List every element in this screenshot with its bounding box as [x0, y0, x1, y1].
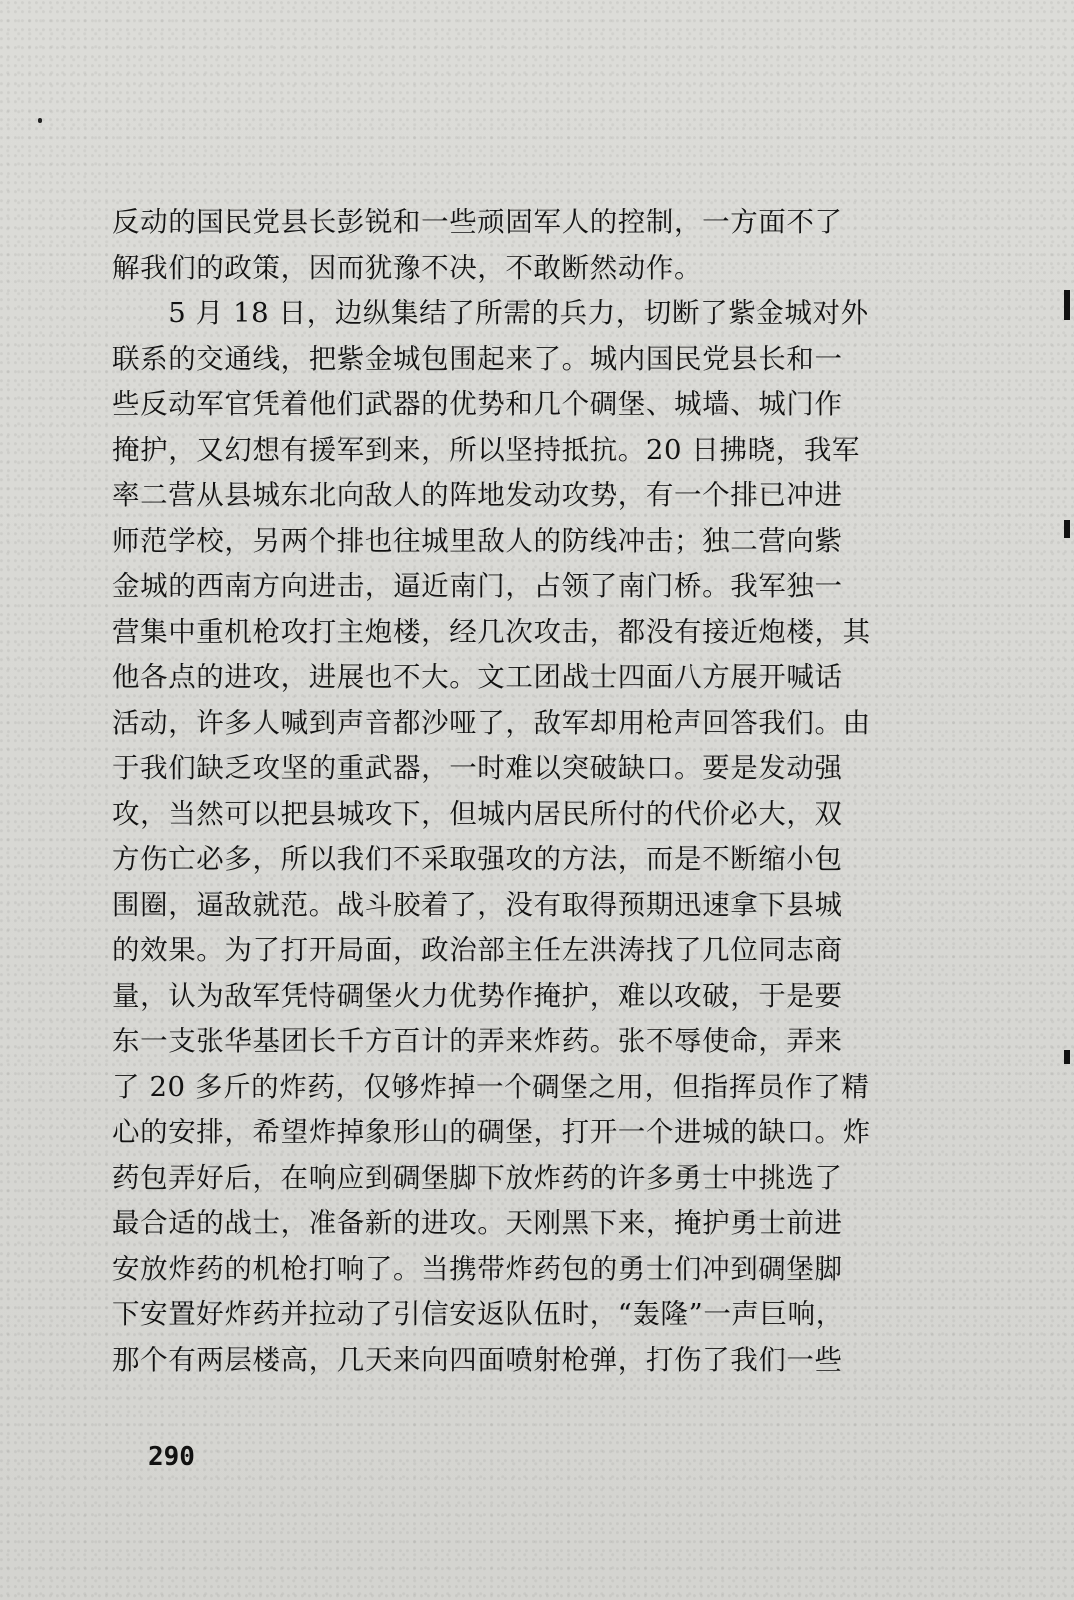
text-line: 金城的西南方向进击，逼近南门，占领了南门桥。我军独一: [112, 570, 843, 602]
edge-mark: [1064, 520, 1070, 538]
text-line: 他各点的进攻，进展也不大。文工团战士四面八方展开喊话: [112, 661, 843, 693]
text-line: 心的安排，希望炸掉象形山的碉堡，打开一个进城的缺口。炸: [112, 1116, 871, 1148]
text-line: 的效果。为了打开局面，政治部主任左洪涛找了几位同志商: [112, 934, 843, 966]
text-line: 量，认为敌军凭恃碉堡火力优势作掩护，难以攻破，于是要: [112, 979, 843, 1012]
body-text: [112, 200, 942, 1383]
text-line: 解我们的政策，因而犹豫不决，不敢断然动作。: [112, 251, 703, 284]
text-line: 些反动军官凭着他们武器的优势和几个碉堡、城墙、城门作: [112, 388, 843, 420]
text-line: 最合适的战士，准备新的进攻。天刚黑下来，掩护勇士前进: [112, 1207, 843, 1239]
text-line: 东一支张华基团长千方百计的弄来炸药。张不辱使命，弄来: [112, 1025, 843, 1057]
text-line: 于我们缺乏攻坚的重武器，一时难以突破缺口。要是发动强: [112, 752, 843, 784]
text-line: 率二营从县城东北向敌人的阵地发动攻势，有一个排已冲进: [112, 479, 843, 511]
text-line: 攻，当然可以把县城攻下，但城内居民所付的代价必大，双: [112, 797, 843, 830]
text-line: 师范学校，另两个排也往城里敌人的防线冲击；独二营向紫: [112, 524, 843, 557]
page-number: 290: [148, 1442, 195, 1472]
text-line: 方伤亡必多，所以我们不采取强攻的方法，而是不断缩小包: [112, 843, 843, 875]
text-line: 掩护，又幻想有援军到来，所以坚持抵抗。20 日拂晓，我军: [112, 433, 861, 466]
text-line: 药包弄好后，在响应到碉堡脚下放炸药的许多勇士中挑选了: [112, 1161, 843, 1194]
edge-mark: [1064, 1050, 1070, 1064]
text-line: 反动的国民党县长彭锐和一些顽固军人的控制，一方面不了: [112, 206, 843, 238]
text-line: 围圈，逼敌就范。战斗胶着了，没有取得预期迅速拿下县城: [112, 888, 843, 921]
text-line: 安放炸药的机枪打响了。当携带炸药包的勇士们冲到碉堡脚: [112, 1252, 843, 1285]
text-line: 了 20 多斤的炸药，仅够炸掉一个碉堡之用，但指挥员作了精: [112, 1070, 870, 1103]
text-line: 那个有两层楼高，几天来向四面喷射枪弹，打伤了我们一些: [112, 1343, 843, 1376]
text-line: 联系的交通线，把紫金城包围起来了。城内国民党县长和一: [112, 342, 843, 375]
text-line: 活动，许多人喊到声音都沙哑了，敌军却用枪声回答我们。由: [112, 706, 871, 739]
speck-mark: [38, 118, 42, 123]
text-line: 5 月 18 日，边纵集结了所需的兵力，切断了紫金城对外: [112, 297, 869, 329]
edge-mark: [1064, 290, 1070, 320]
text-line: 营集中重机枪攻打主炮楼，经几次攻击，都没有接近炮楼，其: [112, 615, 871, 648]
text-line: 下安置好炸药并拉动了引信安返队伍时，“轰隆”一声巨响，: [112, 1298, 844, 1330]
